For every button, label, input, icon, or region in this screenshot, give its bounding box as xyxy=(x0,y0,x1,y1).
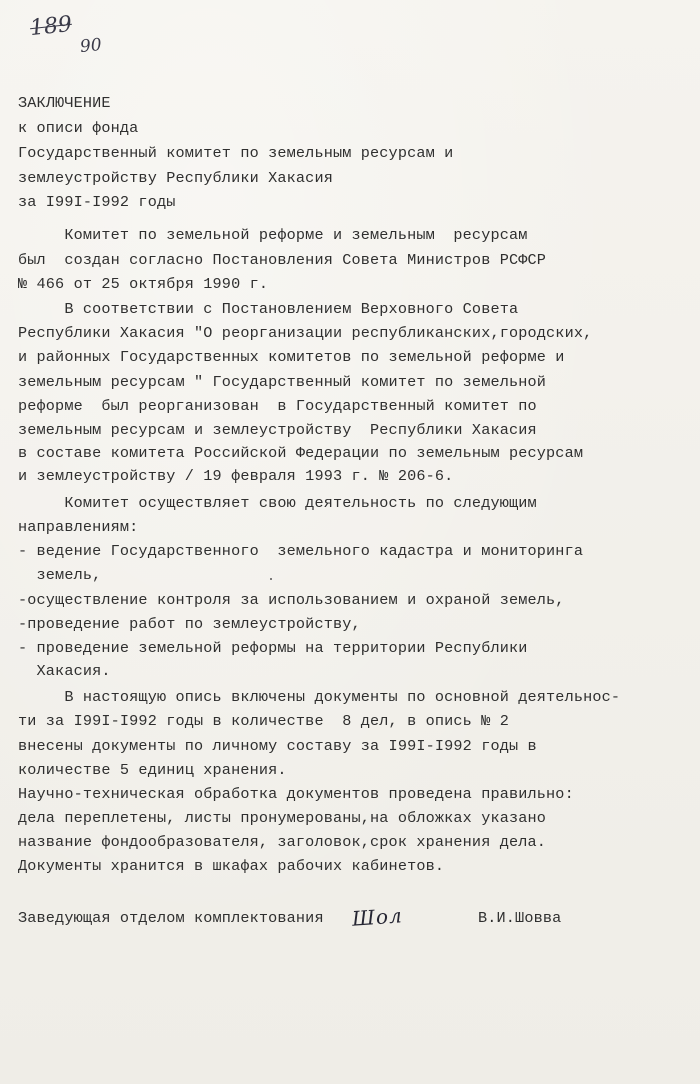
stray-mark xyxy=(270,578,272,580)
doc-body-line: реформе был реорганизован в Государственный комитет по xyxy=(18,397,537,415)
doc-body-line: внесены документы по личному составу за I99I-I992 годы в xyxy=(18,737,537,755)
doc-subtitle-line: за I99I-I992 годы xyxy=(18,193,176,211)
doc-body-line: № 466 от 25 октября 1990 г. xyxy=(18,275,269,293)
doc-body-line: и землеустройству / 19 февраля 1993 г. № 206-6. xyxy=(18,467,454,485)
signature-position: Заведующая отделом комплектования xyxy=(18,909,324,927)
doc-body-line: Научно-техническая обработка документов проведена правильно: xyxy=(18,785,574,803)
doc-body-line: Комитет по земельной реформе и земельным ресурсам xyxy=(18,226,528,244)
handwritten-signature: Шол xyxy=(351,903,404,931)
doc-body-line: ти за I99I-I992 годы в количестве 8 дел, в опись № 2 xyxy=(18,712,509,730)
doc-body-line: В соответствии с Постановлением Верховного Совета xyxy=(18,300,519,318)
doc-body-line: Республики Хакасия "О реорганизации республиканских,городских, xyxy=(18,324,593,342)
doc-body-line: Комитет осуществляет свою деятельность по следующим xyxy=(18,494,537,512)
doc-list-item: -проведение работ по землеустройству, xyxy=(18,615,361,633)
doc-body-line: дела переплетены, листы пронумерованы,на обложках указано xyxy=(18,809,547,827)
doc-body-line: земельным ресурсам и землеустройству Республики Хакасия xyxy=(18,421,537,439)
doc-title: ЗАКЛЮЧЕНИЕ xyxy=(18,94,111,112)
doc-list-item: - проведение земельной реформы на территории Республики xyxy=(18,639,528,657)
doc-subtitle-line: к описи фонда xyxy=(18,119,139,137)
doc-list-item: -осуществление контроля за использованием и охраной земель, xyxy=(18,591,565,609)
archive-second-number: 90 xyxy=(79,34,103,58)
archive-sheet-number: 189 xyxy=(28,11,74,42)
doc-body-line: земельным ресурсам " Государственный комитет по земельной xyxy=(18,373,547,391)
doc-list-item: Хакасия. xyxy=(18,662,111,680)
signatory-name: В.И.Шовва xyxy=(478,909,562,927)
doc-body-line: направлениям: xyxy=(18,518,139,536)
doc-list-item: - ведение Государственного земельного кадастра и мониторинга xyxy=(18,542,584,560)
doc-list-item: земель, xyxy=(18,566,102,584)
doc-body-line: количестве 5 единиц хранения. xyxy=(18,761,287,779)
doc-body-line: в составе комитета Российской Федерации по земельным ресурсам xyxy=(18,444,584,462)
doc-body-line: название фондообразователя, заголовок,срок хранения дела. xyxy=(18,833,547,851)
doc-body-line: был создан согласно Постановления Совета Министров РСФСР xyxy=(18,251,547,269)
doc-body-line: и районных Государственных комитетов по земельной реформе и xyxy=(18,348,565,366)
doc-body-line: Документы хранится в шкафах рабочих кабинетов. xyxy=(18,857,445,875)
doc-subtitle-line: Государственный комитет по земельным ресурсам и xyxy=(18,144,454,162)
doc-subtitle-line: землеустройству Республики Хакасия xyxy=(18,169,333,187)
doc-body-line: В настоящую опись включены документы по основной деятельнос- xyxy=(18,688,621,706)
